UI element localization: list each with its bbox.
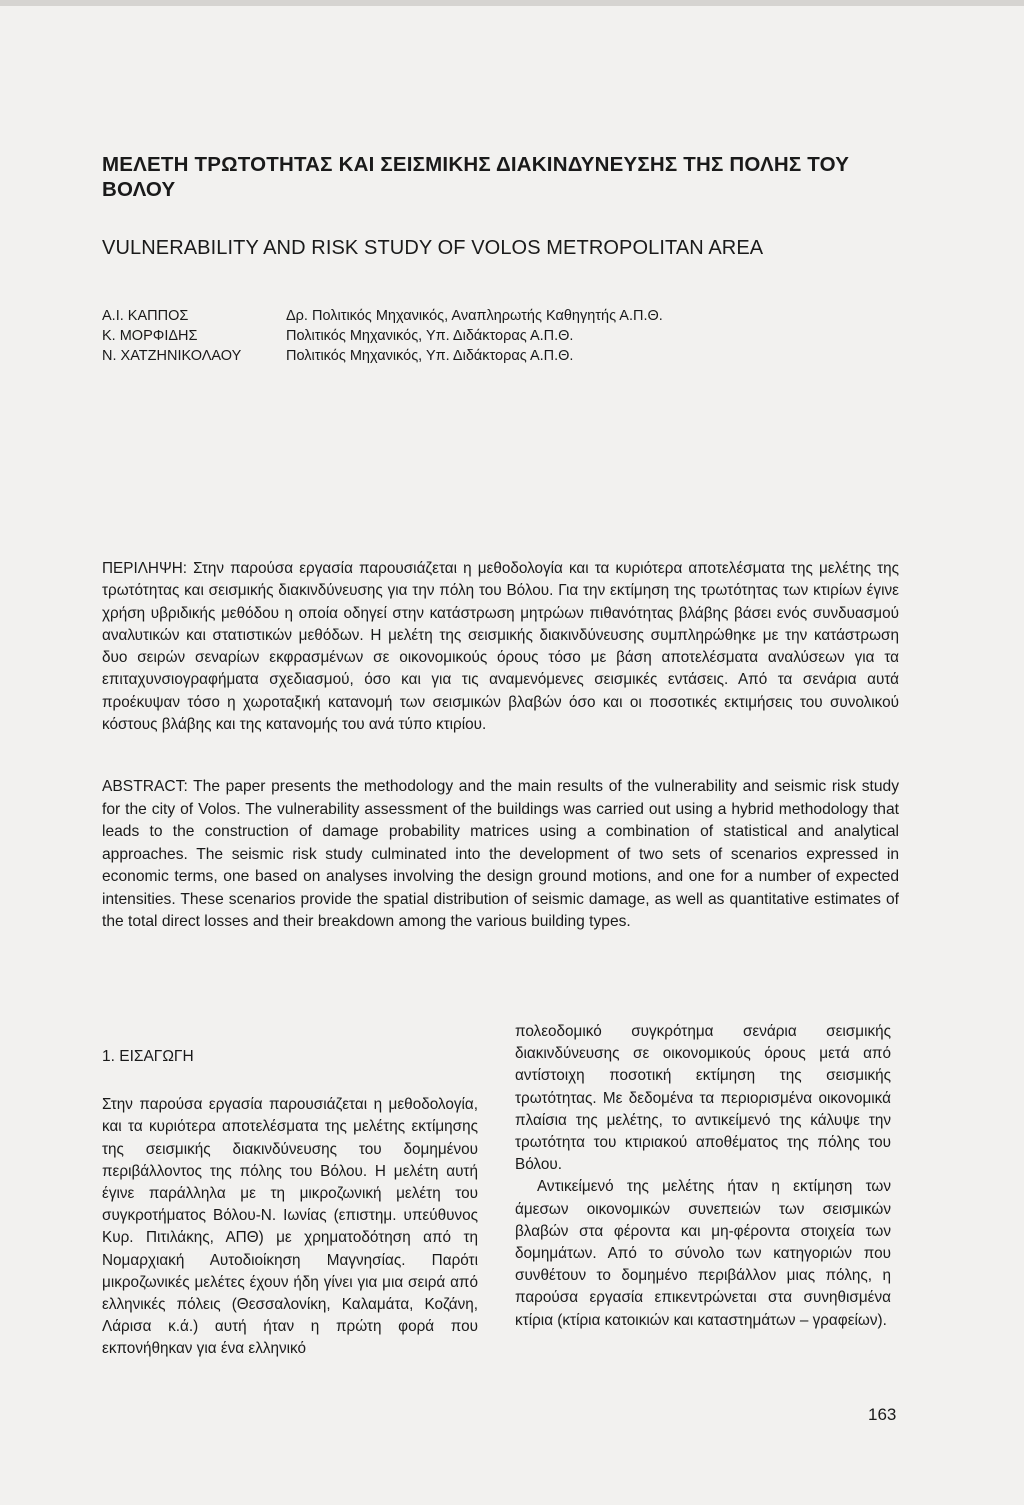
author-name: Κ. ΜΟΡΦΙΔΗΣ	[102, 328, 198, 344]
author-row	[102, 326, 922, 346]
scan-edge	[0, 0, 1024, 6]
intro-right-column	[515, 1021, 891, 1332]
intro-paragraph: Αντικείμενό της μελέτης ήταν η εκτίμηση των άμεσων οικονομικών συνεπειών των σεισμικών βλαβών στα φέροντα και μη-φέροντα στοιχεία των δομημάτων. Από το σύνολο των κατηγοριών που συνθέτουν το δομημένο περιβάλλον μιας πόλης, η παρούσα εργασία επικεντρώνεται στα συνηθισμένα κτίρια (κτίρια κατοικιών και καταστημάτων – γραφείων).	[515, 1178, 891, 1329]
title-english: VULNERABILITY AND RISK STUDY OF VOLOS METROPOLITAN AREA	[102, 237, 764, 259]
intro-paragraph: Στην παρούσα εργασία παρουσιάζεται η μεθοδολογία, και τα κυριότερα αποτελέσματα της μελέτης εκτίμησης της σεισμικής διακινδύνευσης του δομημένου περιβάλλοντος της πόλης του Βόλου. Η μελέτη αυτή έγινε παράλληλα με τη μικροζωνική μελέτη του συγκροτήματος Βόλου-Ν. Ιωνίας (επιστημ. υπεύθυνος Κυρ. Πιτιλάκης, ΑΠΘ) με χρηματοδότηση από τη Νομαρχιακή Αυτοδιοίκηση Μαγνησίας. Παρότι μικροζωνικές μελέτες έχουν ήδη γίνει για μια σειρά από ελληνικές πόλεις (Θεσσαλονίκη, Καλαμάτα, Κοζάνη, Λάρισα κ.ά.) αυτή ήταν η πρώτη φορά που εκπονήθηκαν για ένα ελληνικό	[102, 1096, 478, 1358]
title-greek: ΜΕΛΕΤΗ ΤΡΩΤΟΤΗΤΑΣ ΚΑΙ ΣΕΙΣΜΙΚΗΣ ΔΙΑΚΙΝΔΥΝΕΥΣΗΣ ΤΗΣ ΠΟΛΗΣ ΤΟΥ ΒΟΛΟΥ	[102, 153, 850, 201]
author-row	[102, 346, 922, 366]
author-name: Α.Ι. ΚΑΠΠΟΣ	[102, 308, 189, 324]
summary-greek: ΠΕΡΙΛΗΨΗ: Στην παρούσα εργασία παρουσιάζεται η μεθοδολογία και τα κυριότερα αποτελέσματα της μελέτης της τρωτότητας και σεισμικής διακινδύνευσης για την πόλη του Βόλου. Για την εκτίμηση της τρωτότητας των κτιρίων έγινε χρήση υβριδικής μεθόδου η οποία οδηγεί στην κατάστρωση μητρώων πιθανότητας βλάβης βάσει ενός συνδυασμού αναλυτικών και στατιστικών μεθόδων. Η μελέτη της σεισμικής διακινδύνευσης συμπληρώθηκε με την κατάστρωση δυο σειρών σεναρίων εκφρασμένων σε οικονομικούς όρους τόσο με βάση αποτελέσματα αναλύσεων για τα επιταχυνσιογραφήματα σχεδιασμού, όσο και για τις αναμενόμενες σεισμικές εντάσεις. Από τα σενάρια αυτά προέκυψαν τόσο η χωροταξική κατανομή των σεισμικών βλαβών όσο και οι ποσοτικές εκτιμήσεις του συνολικού κόστους βλάβης και της κατανομής του ανά τύπο κτιρίου.	[102, 560, 899, 734]
author-affiliation: Πολιτικός Μηχανικός, Υπ. Διδάκτορας Α.Π.Θ.	[286, 348, 574, 364]
abstract-english: ABSTRACT: The paper presents the methodology and the main results of the vulnerability and seismic risk study for the city of Volos. The vulnerability assessment of the buildings was carried out using a hybrid methodology that leads to the construction of damage probability matrices using a combination of statistical and analytical approaches. The seismic risk study culminated into the development of two sets of scenarios expressed in economic terms, one based on analyses involving the design ground motions, and one for a number of expected intensities. These scenarios provide the spatial distribution of seismic damage, as well as quantitative estimates of the total direct losses and their breakdown among the various building types.	[102, 778, 899, 930]
author-row	[102, 306, 922, 326]
section-heading: 1. ΕΙΣΑΓΩΓΗ	[102, 1048, 194, 1065]
intro-left-column	[102, 1046, 478, 1361]
intro-paragraph: πολεοδομικό συγκρότημα σενάρια σεισμικής διακινδύνευσης σε οικονομικούς όρους μετά από αντίστοιχη ποσοτική εκτίμηση της σεισμικής τρωτότητας. Με δεδομένα τα περιορισμένα οικονομικά πλαίσια της μελέτης, το αντικείμενό της κάλυψε την τρωτότητα του κτιριακού αποθέματος της πόλης του Βόλου.	[515, 1023, 891, 1174]
author-affiliation: Δρ. Πολιτικός Μηχανικός, Αναπληρωτής Καθηγητής Α.Π.Θ.	[286, 308, 663, 324]
author-name: Ν. ΧΑΤΖΗΝΙΚΟΛΑΟΥ	[102, 348, 242, 364]
author-list	[102, 306, 922, 366]
author-affiliation: Πολιτικός Μηχανικός, Υπ. Διδάκτορας Α.Π.Θ.	[286, 328, 574, 344]
page-number: 163	[868, 1405, 897, 1424]
